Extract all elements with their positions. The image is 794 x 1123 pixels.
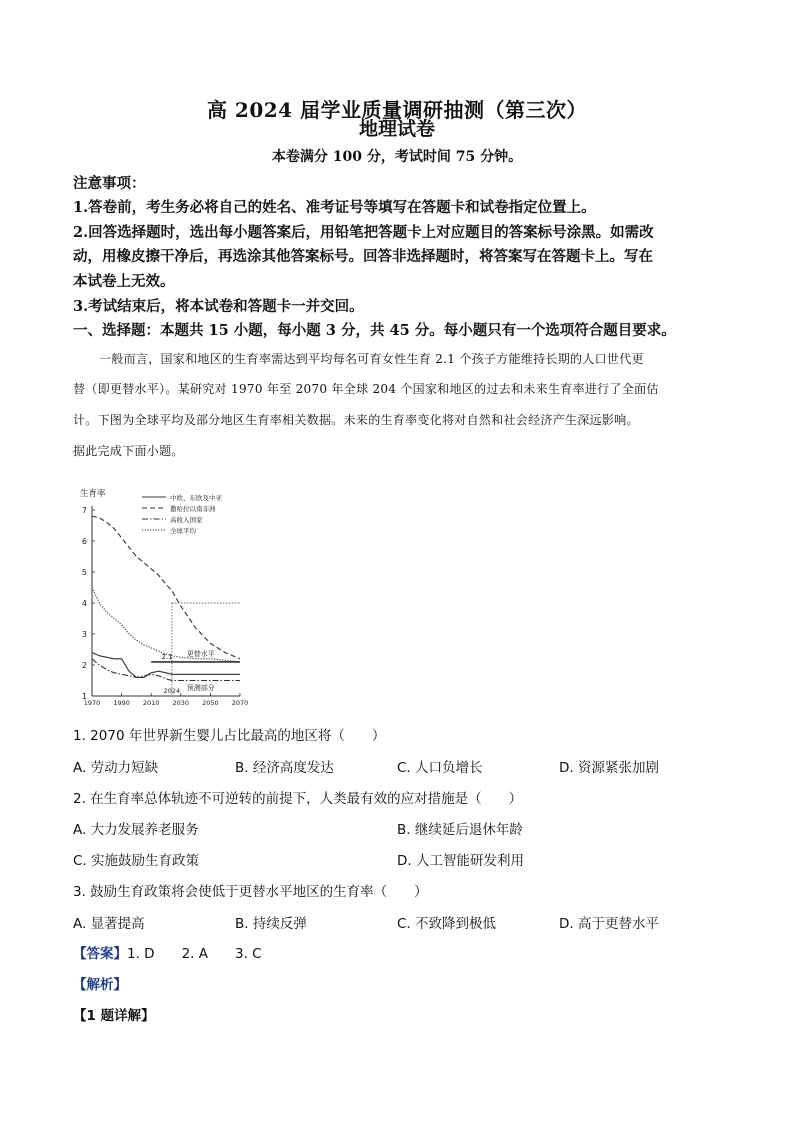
exam-info: 本卷满分 100 分，考试时间 75 分钟。 [271, 149, 523, 165]
passage-line-1: 一般而言，国家和地区的生育率需达到平均每名可育女性生育 2.1 个孩子方能维持长期的人口世代更 [99, 352, 644, 366]
detail-label: 【1 题详解】 [73, 1008, 155, 1024]
passage-line-3: 计。下图为全球平均及部分地区生育率相关数据。未来的生育率变化将对自然和社会经济产生深远影响。 [73, 413, 639, 427]
analysis-label: 【解析】 [73, 977, 127, 993]
chart-x-tick-label: 1970 [83, 699, 101, 707]
passage-line-2: 替（即更替水平）。某研究对 1970 年至 2070 年全球 204 个国家和地区的过去和未来生育率进行了全面估 [73, 382, 659, 396]
question-2-option-d: D. 人工智能研发利用 [397, 853, 524, 869]
answer-text: 1. D 2. A 3. C [127, 946, 262, 962]
chart-y-tick-label: 5 [81, 568, 87, 577]
question-1-option-d: D. 资源紧张加剧 [559, 760, 659, 776]
chart-y-tick-label: 2 [81, 661, 87, 670]
passage-line-4: 据此完成下面小题。 [73, 444, 184, 458]
question-3-option-b: B. 持续反弹 [235, 916, 307, 932]
chart-y-tick-label: 7 [81, 506, 87, 515]
question-2-option-b: B. 继续延后退休年龄 [397, 822, 523, 838]
note-item-2-line-3: 本试卷上无效。 [73, 273, 175, 290]
chart-y-tick-label: 3 [81, 630, 87, 639]
chart-y-tick-label: 1 [81, 692, 87, 701]
question-3-option-a: A. 显著提高 [73, 916, 145, 932]
section-heading: 一、选择题：本题共 15 小题，每小题 3 分，共 45 分。每小题只有一个选项符合题目要求。 [73, 322, 676, 339]
chart-replacement-text: 更替水平 [186, 649, 215, 658]
fertility-chart [70, 484, 250, 714]
question-1-option-c: C. 人口负增长 [397, 760, 483, 776]
question-2-option-c: C. 实施鼓励生育政策 [73, 853, 200, 869]
exam-title: 高 2024 届学业质量调研抽测（第三次） [206, 98, 588, 122]
question-2-option-a: A. 大力发展养老服务 [73, 822, 199, 838]
question-1-option-a: A. 劳动力短缺 [73, 760, 159, 776]
question-3-option-d: D. 高于更替水平 [559, 916, 659, 932]
question-1-stem: 1. 2070 年世界新生婴儿占比最高的地区将（ ） [73, 728, 386, 744]
note-item-1: 1.答卷前，考生务必将自己的姓名、准考证号等填写在答题卡和试卷指定位置上。 [73, 199, 596, 216]
chart-forecast-text: 预测部分 [186, 683, 215, 692]
chart-legend-label: 全球平均 [170, 527, 196, 535]
note-item-2-line-1: 2.回答选择题时，选出每小题答案后，用铅笔把答题卡上对应题目的答案标号涂黑。如需改 [73, 224, 654, 241]
chart-x-tick-label: 2030 [172, 699, 190, 707]
chart-series-line [92, 516, 240, 659]
note-item-3: 3.考试结束后，将本试卷和答题卡一并交回。 [73, 298, 364, 315]
note-item-2-line-2: 动，用橡皮擦干净后，再选涂其他答案标号。回答非选择题时，将答案写在答题卡上。写在 [73, 248, 653, 265]
analysis-block [73, 973, 127, 993]
chart-y-tick-label: 6 [81, 537, 87, 546]
chart-x-tick-label: 2010 [142, 699, 160, 707]
question-3-stem: 3. 鼓励生育政策将会使低于更替水平地区的生育率（ ） [73, 884, 428, 900]
chart-legend-label: 高收入国家 [170, 516, 203, 524]
chart-legend-label: 撒哈拉以南非洲 [170, 505, 216, 513]
answer-label: 【答案】 [73, 946, 127, 962]
notes-heading: 注意事项： [73, 175, 146, 192]
chart-ylabel: 生育率 [80, 489, 106, 499]
question-3-option-c: C. 不致降到极低 [397, 916, 497, 932]
chart-y-tick-label: 4 [81, 599, 87, 608]
chart-replacement-value: 2.1 [161, 652, 173, 661]
chart-x-tick-label: 2050 [202, 699, 219, 707]
chart-x-tick-label: 2070 [231, 699, 249, 707]
chart-legend-label: 中欧、东欧及中亚 [170, 494, 222, 502]
question-1-option-b: B. 经济高度发达 [235, 760, 334, 776]
answer-block [73, 942, 262, 962]
question-2-stem: 2. 在生育率总体轨迹不可逆转的前提下，人类最有效的应对措施是（ ） [73, 791, 523, 807]
chart-forecast-year: 2024 [163, 687, 181, 695]
subject-title: 地理试卷 [358, 118, 435, 140]
chart-series-line [92, 588, 240, 662]
chart-x-tick-label: 1990 [113, 699, 130, 707]
